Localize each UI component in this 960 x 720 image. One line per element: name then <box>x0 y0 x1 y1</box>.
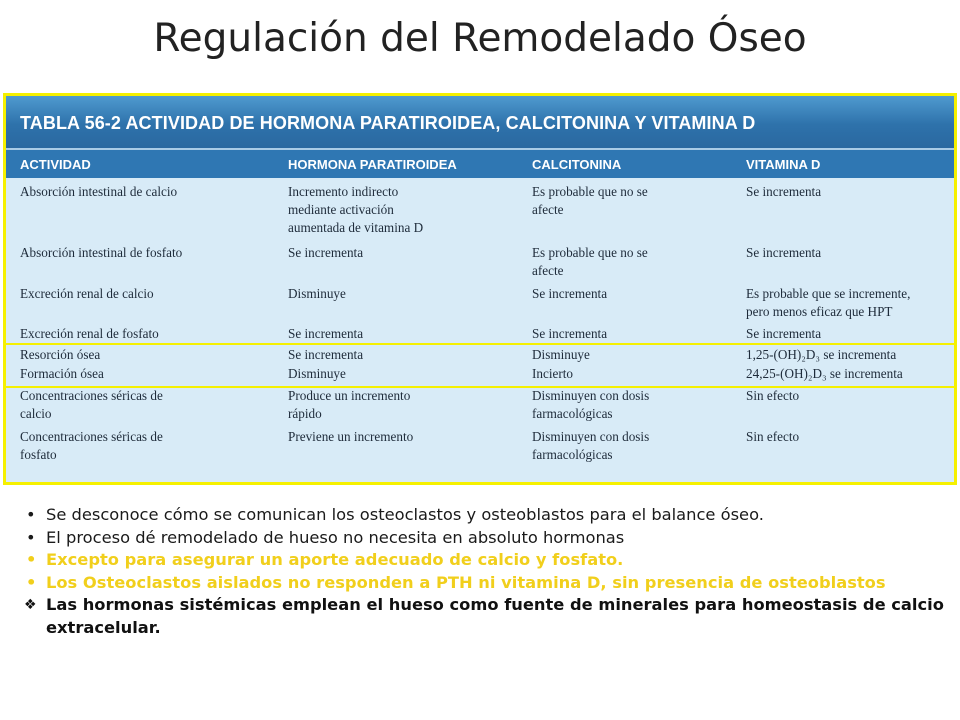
table-cell: Absorción intestinal de calcio <box>20 184 178 199</box>
table-cell: Excreción renal de fosfato <box>20 326 159 341</box>
list-item <box>24 549 944 572</box>
column-header-pth: HORMONA PARATIROIDEA <box>288 157 457 172</box>
bullet-marker: • <box>26 505 36 524</box>
table-cell: Es probable que se incremente, pero menos eficaz que HPT <box>746 286 911 319</box>
table-cell: Resorción ósea <box>20 347 101 362</box>
column-header-calcitonina: CALCITONINA <box>532 157 622 172</box>
table-cell: Es probable que no se afecte <box>532 184 648 217</box>
table-cell: Disminuye <box>288 286 346 301</box>
bullet-marker: • <box>26 550 37 569</box>
page-title: Regulación del Remodelado Óseo <box>153 16 807 61</box>
table-cell: Disminuye <box>288 366 346 381</box>
table-cell: Disminuyen con dosis farmacológicas <box>532 388 650 421</box>
table-cell: Se incrementa <box>746 245 822 260</box>
table-cell: Se incrementa <box>288 326 364 341</box>
table-cell: Disminuyen con dosis farmacológicas <box>532 429 650 462</box>
list-item <box>24 572 944 595</box>
list-item <box>24 504 944 527</box>
table-cell: Concentraciones séricas de calcio <box>20 388 163 421</box>
table-caption: TABLA 56-2 ACTIVIDAD DE HORMONA PARATIROIDEA, CALCITONINA Y VITAMINA D <box>6 96 954 148</box>
table-cell: Produce un incremento rápido <box>288 388 411 421</box>
table-cell: 24,25-(OH)₂D₃ se incrementa <box>746 366 903 381</box>
bullet-marker: • <box>26 527 36 547</box>
diamond-bullet-icon: ❖ <box>24 597 37 613</box>
table-cell: Excreción renal de calcio <box>20 286 154 301</box>
table-column-headers <box>6 148 954 178</box>
bullet-text: Excepto para asegurar un aporte adecuado de calcio y fosfato. <box>46 550 624 569</box>
table-cell: Se incrementa <box>288 347 364 362</box>
table-cell: Incierto <box>532 366 574 381</box>
table-cell: Absorción intestinal de fosfato <box>20 245 183 260</box>
column-header-actividad: ACTIVIDAD <box>20 157 91 172</box>
bullet-text: Los Osteoclastos aislados no responden a PTH ni vitamina D, sin presencia de osteoblastos <box>46 572 886 592</box>
bullet-text: Se desconoce cómo se comunican los osteoclastos y osteoblastos para el balance óseo. <box>46 505 764 524</box>
table-cell: Previene un incremento <box>288 429 414 444</box>
table-cell: Se incrementa <box>288 245 364 260</box>
bullet-list <box>24 504 944 639</box>
table-cell: Es probable que no se afecte <box>532 245 648 278</box>
table-cell: Disminuye <box>532 347 590 362</box>
table-cell: Se incrementa <box>746 326 822 341</box>
bullet-text: Las hormonas sistémicas emplean el hueso como fuente de minerales para homeostasis de calcio extracelular. <box>46 595 944 637</box>
list-item <box>24 594 944 639</box>
table-cell: Concentraciones séricas de fosfato <box>20 429 163 462</box>
bullet-text: El proceso dé remodelado de hueso no necesita en absoluto hormonas <box>46 527 625 547</box>
table-cell: Sin efecto <box>746 388 800 403</box>
table-cell: Se incrementa <box>532 286 608 301</box>
column-header-vitamina-d: VITAMINA D <box>746 157 821 172</box>
highlight-line-top <box>6 343 954 345</box>
table-cell: Se incrementa <box>746 184 822 199</box>
list-item <box>24 527 944 550</box>
hormone-activity-table <box>3 93 957 485</box>
table-cell: Sin efecto <box>746 429 800 444</box>
table-cell: 1,25-(OH)₂D₃ se incrementa <box>746 347 897 362</box>
table-cell: Se incrementa <box>532 326 608 341</box>
table-cell: Incremento indirecto mediante activación aumentada de vitamina D <box>288 184 424 235</box>
bullet-marker: • <box>26 572 37 592</box>
table-cell: Formación ósea <box>20 366 104 381</box>
